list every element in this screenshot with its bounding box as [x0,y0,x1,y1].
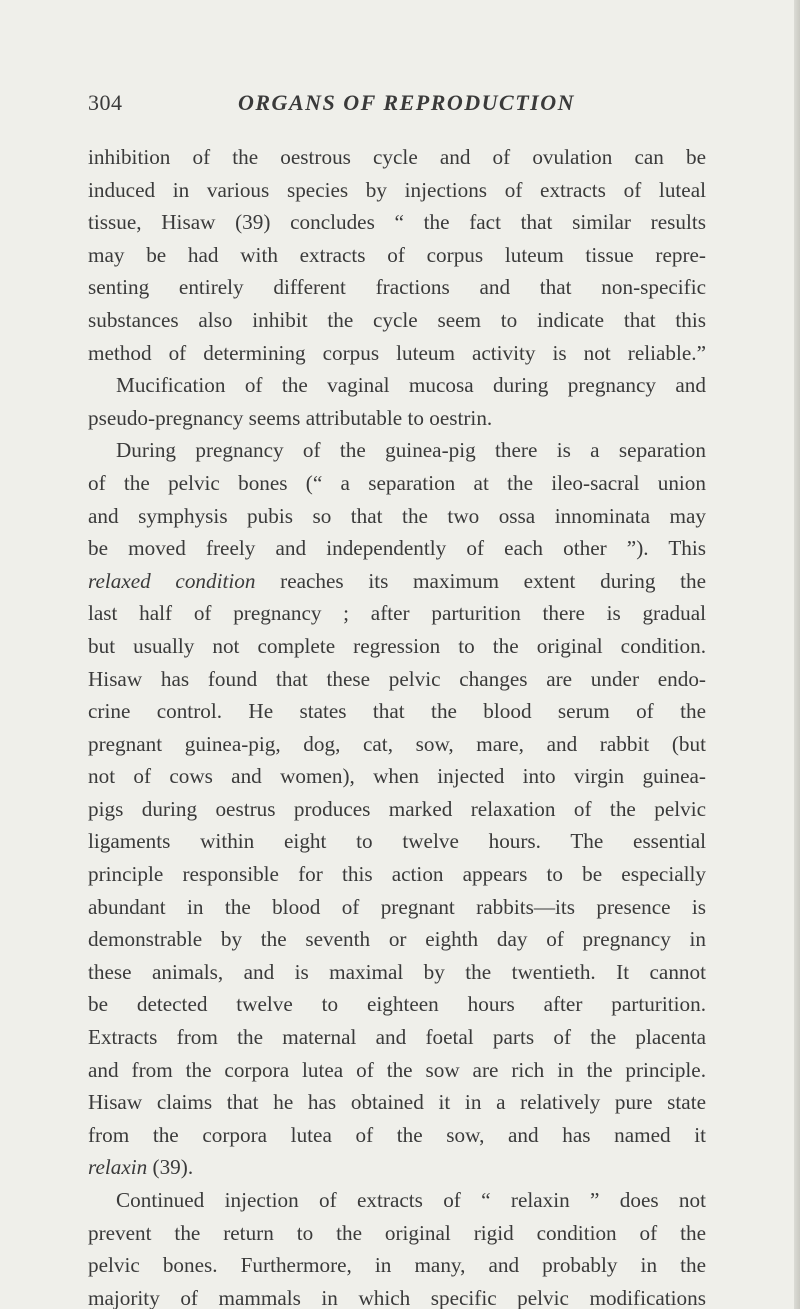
text-line: method of determining corpus luteum activity is not reliable.” [88,340,706,365]
text-line: Hisaw claims that he has obtained it in a relatively pure state [88,1090,706,1115]
text-line: be detected twelve to eighteen hours after parturition. [88,992,706,1017]
page-header [88,90,708,124]
text-line: and from the corpora lutea of the sow are rich in the principle. [88,1057,706,1082]
italic-term: relaxed condition [88,568,256,593]
text-line: not of cows and women), when injected into virgin guinea- [88,764,706,789]
text-line: tissue, Hisaw (39) concludes “ the fact that similar results [88,210,706,235]
text-line: senting entirely different fractions and that non-specific [88,275,706,300]
text-line: abundant in the blood of pregnant rabbits—its presence is [88,894,706,919]
text-line: be moved freely and independently of each other ”). This [88,536,706,561]
text-line: ligaments within eight to twelve hours. The essential [88,829,706,854]
text-line: demonstrable by the seventh or eighth day of pregnancy in [88,927,706,952]
text-line: of the pelvic bones (“ a separation at the ileo-sacral union [88,470,706,495]
text-line: Hisaw has found that these pelvic changes are under endo- [88,666,706,691]
text-line-rest: (39). [152,1155,194,1180]
text-line: induced in various species by injections of extracts of luteal [88,177,706,202]
text-line [88,1151,706,1184]
text-line: last half of pregnancy ; after parturition there is gradual [88,601,706,626]
text-line: from the corpora lutea of the sow, and has named it [88,1122,706,1147]
text-line: prevent the return to the original rigid condition of the [88,1220,706,1245]
text-line: substances also inhibit the cycle seem to indicate that this [88,307,706,332]
text-line: Extracts from the maternal and foetal parts of the placenta [88,1025,706,1050]
text-line: Continued injection of extracts of “ relaxin ” does not [116,1188,706,1212]
page-edge [794,0,800,1309]
text-line: inhibition of the oestrous cycle and of ovulation can be [88,145,706,169]
text-line: pigs during oestrus produces marked relaxation of the pelvic [88,796,706,821]
page-number: 304 [88,90,123,115]
text-line: Mucification of the vaginal mucosa during pregnancy and [116,373,706,398]
text-line [88,565,706,598]
text-line: majority of mammals in which specific pelvic modifications [88,1285,706,1309]
text-line: may be had with extracts of corpus luteum tissue repre- [88,242,706,267]
text-line: and symphysis pubis so that the two ossa innominata may [88,503,706,528]
text-line: these animals, and is maximal by the twentieth. It cannot [88,959,706,984]
text-line: crine control. He states that the blood serum of the [88,699,706,724]
text-line: pseudo-pregnancy seems attributable to oestrin. [88,405,493,430]
text-line: principle responsible for this action appears to be especially [88,862,706,887]
running-head: ORGANS OF REPRODUCTION [238,90,575,115]
text-line: pelvic bones. Furthermore, in many, and probably in the [88,1253,706,1278]
text-line: pregnant guinea-pig, dog, cat, sow, mare, and rabbit (but [88,731,706,756]
text-line: but usually not complete regression to the original condition. [88,633,706,658]
italic-term: relaxin [88,1155,148,1180]
text-line-rest: reaches its maximum extent during the [280,568,707,593]
body-text [88,141,706,1309]
text-line: During pregnancy of the guinea-pig there is a separation [116,438,706,463]
